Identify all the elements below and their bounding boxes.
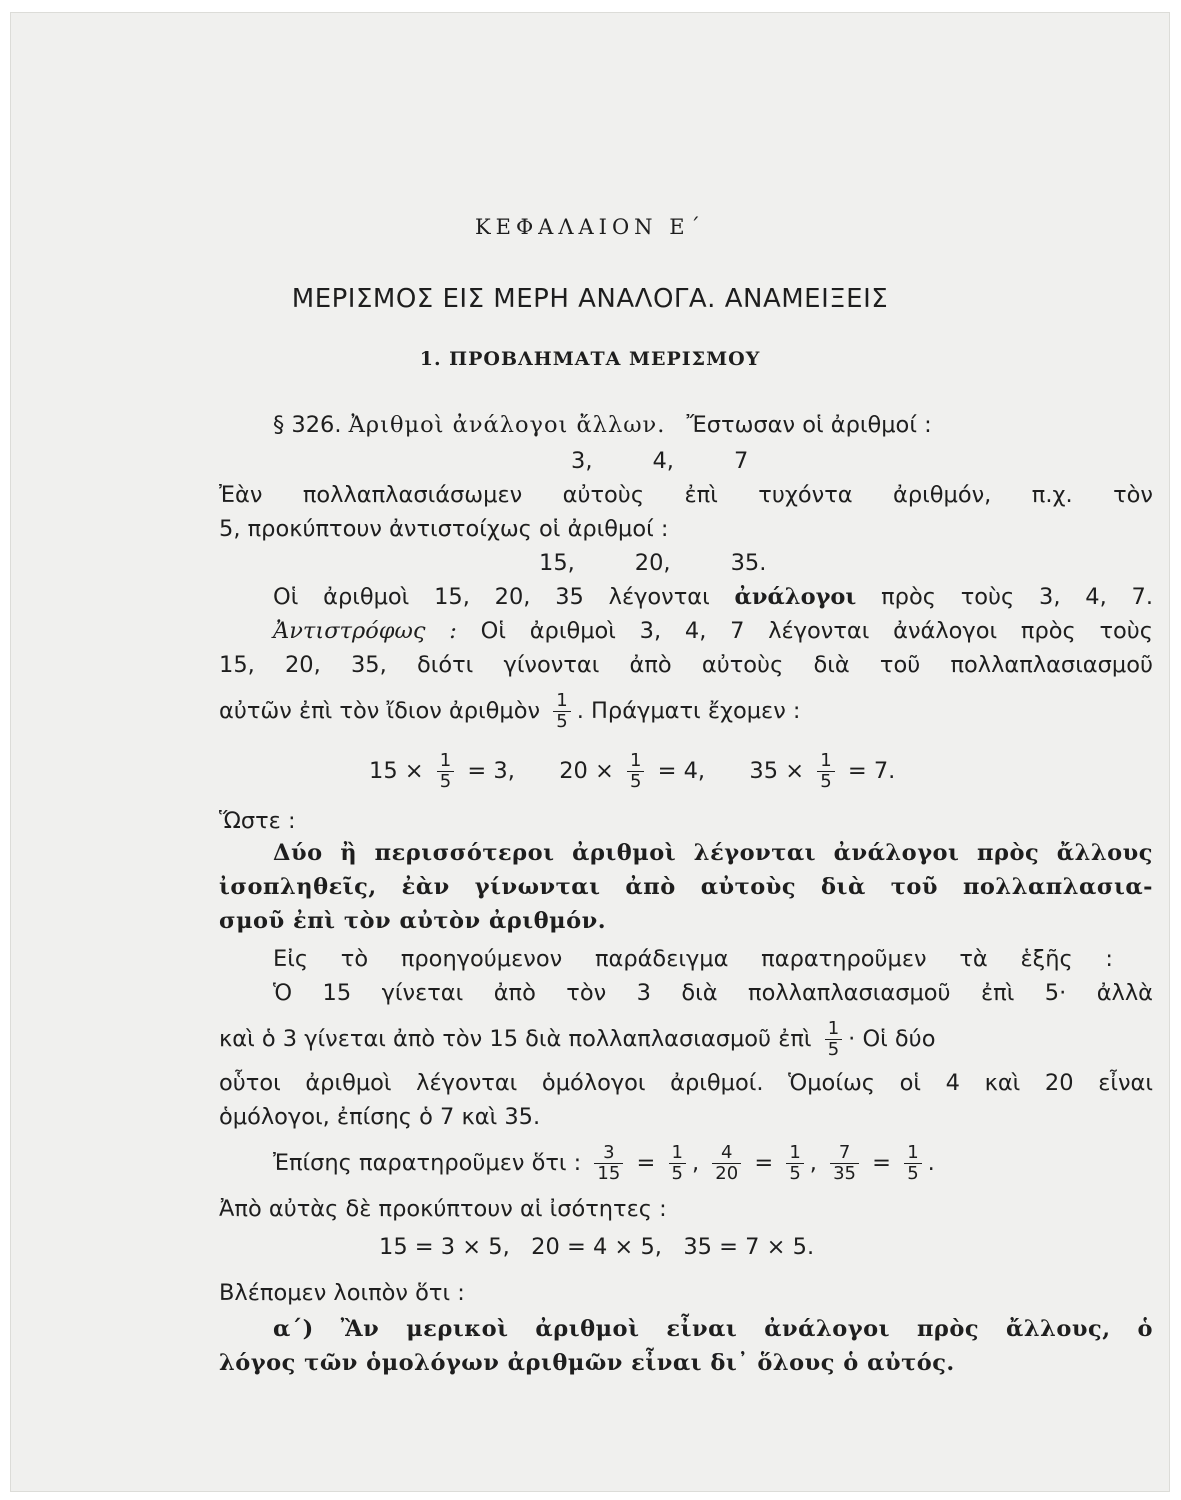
analog-line	[273, 581, 1153, 613]
text-line: οὗτοι ἀριθμοὶ λέγονται ὁμόλογοι ἀριθμοί. Ὁμοίως οἱ 4 καὶ 20 εἶναι	[219, 1070, 1153, 1096]
equation-term: 15 ×	[369, 758, 424, 784]
paragraph-heading: Ἀριθμοὶ ἀνάλογοι ἄλλων.	[348, 412, 666, 438]
observe-line	[273, 1143, 935, 1184]
number-item: 4,	[652, 448, 674, 474]
fraction: $\frac{7}{35}$	[830, 1143, 859, 1184]
fraction: $\frac{1}{5}$	[786, 1143, 803, 1184]
inverse-line	[273, 615, 1153, 647]
chapter-heading: ΚΕΦΑΛΑΙΟΝ Ε΄	[474, 215, 706, 239]
fraction: $\frac{1}{5}$	[553, 691, 570, 732]
analog-bold-term: ἀνάλογοι	[734, 584, 857, 610]
text-before-fraction: καὶ ὁ 3 γίνεται ἀπὸ τὸν 15 διὰ πολλαπλασιασμοῦ ἐπὶ	[219, 1026, 812, 1052]
book-page	[10, 12, 1170, 1492]
equation-1	[369, 751, 895, 792]
chapter-title: ΜΕΡΙΣΜΟΣ ΕΙΣ ΜΕΡΗ ΑΝΑΛΟΓΑ. ΑΝΑΜΕΙΞΕΙΣ	[291, 284, 889, 314]
paragraph-number: § 326.	[273, 412, 342, 438]
text-line: 15, 20, 35, διότι γίνονται ἀπὸ αὐτοὺς διὰ τοῦ πολλαπλασιασμοῦ	[219, 652, 1153, 678]
rule-a-line: λόγος τῶν ὁμολόγων ἀριθμῶν εἶναι δι᾿ ὅλους ὁ αὐτός.	[219, 1350, 955, 1376]
fraction: $\frac{1}{5}$	[817, 751, 834, 792]
number-item: 15,	[539, 550, 575, 576]
text-line: Βλέπομεν λοιπὸν ὅτι :	[219, 1280, 465, 1306]
equation-term: 35 ×	[749, 758, 805, 784]
comma: ,	[691, 1150, 700, 1176]
fraction: $\frac{1}{5}$	[904, 1143, 921, 1184]
fraction: $\frac{1}{5}$	[437, 751, 454, 792]
number-item: 35.	[730, 550, 767, 576]
example-line-2	[219, 1019, 935, 1060]
section-title: 1. ΠΡΟΒΛΗΜΑΤΑ ΜΕΡΙΣΜΟΥ	[419, 348, 761, 370]
text-line: Ἀπὸ αὐτὰς δὲ προκύπτουν αἱ ἰσότητες :	[219, 1196, 667, 1222]
fraction: $\frac{1}{5}$	[825, 1019, 842, 1060]
text-before-fraction: αὐτῶν ἐπὶ τὸν ἴδιον ἀριθμὸν	[219, 698, 541, 724]
equation-result: = 7.	[847, 758, 896, 784]
number-item: 3,	[571, 448, 593, 474]
period: .	[927, 1150, 935, 1176]
observe-text: Ἐπίσης παρατηροῦμεν ὅτι :	[273, 1150, 582, 1176]
fraction: $\frac{4}{20}$	[712, 1143, 741, 1184]
rule-a-line: α΄) Ἂν μερικοὶ ἀριθμοὶ εἶναι ἀνάλογοι πρὸς ἄλλους, ὁ	[273, 1316, 1153, 1342]
equation-result: = 3,	[467, 758, 515, 784]
analog-text-after: πρὸς τοὺς 3, 4, 7.	[881, 584, 1153, 610]
text-line: Εἰς τὸ προηγούμενον παράδειγμα παρατηροῦμεν τὰ ἑξῆς :	[273, 946, 1113, 972]
number-item: 20,	[634, 550, 671, 576]
first-numbers-row	[571, 445, 748, 477]
equation-term: 20 ×	[559, 758, 614, 784]
inverse-line-3	[219, 691, 801, 732]
text-after-fraction: . Πράγματι ἔχομεν :	[576, 698, 801, 724]
text-line: 5, προκύπτουν ἀντιστοίχως οἱ ἀριθμοί :	[219, 516, 669, 542]
paragraph-326	[273, 409, 1153, 441]
definition-line: σμοῦ ἐπὶ τὸν αὐτὸν ἀριθμόν.	[219, 908, 607, 934]
text-line: Ὁ 15 γίνεται ἀπὸ τὸν 3 διὰ πολλαπλασιασμοῦ ἐπὶ 5· ἀλλὰ	[273, 980, 1153, 1006]
hoste-label: Ὥστε :	[219, 808, 296, 834]
equation-result: = 4,	[657, 758, 706, 784]
number-item: 7	[733, 448, 749, 474]
fraction: $\frac{1}{5}$	[669, 1143, 686, 1184]
equals-sign: =	[754, 1150, 774, 1176]
second-numbers-row	[539, 547, 766, 579]
text-line: Ἐὰν πολλαπλασιάσωμεν αὐτοὺς ἐπὶ τυχόντα ἀριθμόν, π.χ. τὸν	[219, 482, 1153, 508]
equation-2: 15 = 3 × 5, 20 = 4 × 5, 35 = 7 × 5.	[379, 1234, 815, 1260]
inverse-italic-term: Ἀντιστρόφως :	[273, 618, 457, 644]
text-line: ὁμόλογοι, ἐπίσης ὁ 7 καὶ 35.	[219, 1104, 541, 1130]
text-after-fraction: · Οἱ δύο	[848, 1026, 936, 1052]
paragraph-text: Ἔστωσαν οἱ ἀριθμοί :	[686, 412, 932, 438]
fraction: $\frac{3}{15}$	[594, 1143, 623, 1184]
analog-text-before: Οἱ ἀριθμοὶ 15, 20, 35 λέγονται	[273, 584, 710, 610]
fraction: $\frac{1}{5}$	[627, 751, 644, 792]
equals-sign: =	[636, 1150, 656, 1176]
inverse-text: Οἱ ἀριθμοὶ 3, 4, 7 λέγονται ἀνάλογοι πρὸς τοὺς	[480, 618, 1154, 644]
definition-line: ἰσοπληθεῖς, ἐὰν γίνωνται ἀπὸ αὐτοὺς διὰ τοῦ πολλαπλασια-	[219, 874, 1153, 900]
definition-line: Δύο ἢ περισσότεροι ἀριθμοὶ λέγονται ἀνάλογοι πρὸς ἄλλους	[273, 840, 1153, 866]
equals-sign: =	[872, 1150, 892, 1176]
comma: ,	[809, 1150, 817, 1176]
